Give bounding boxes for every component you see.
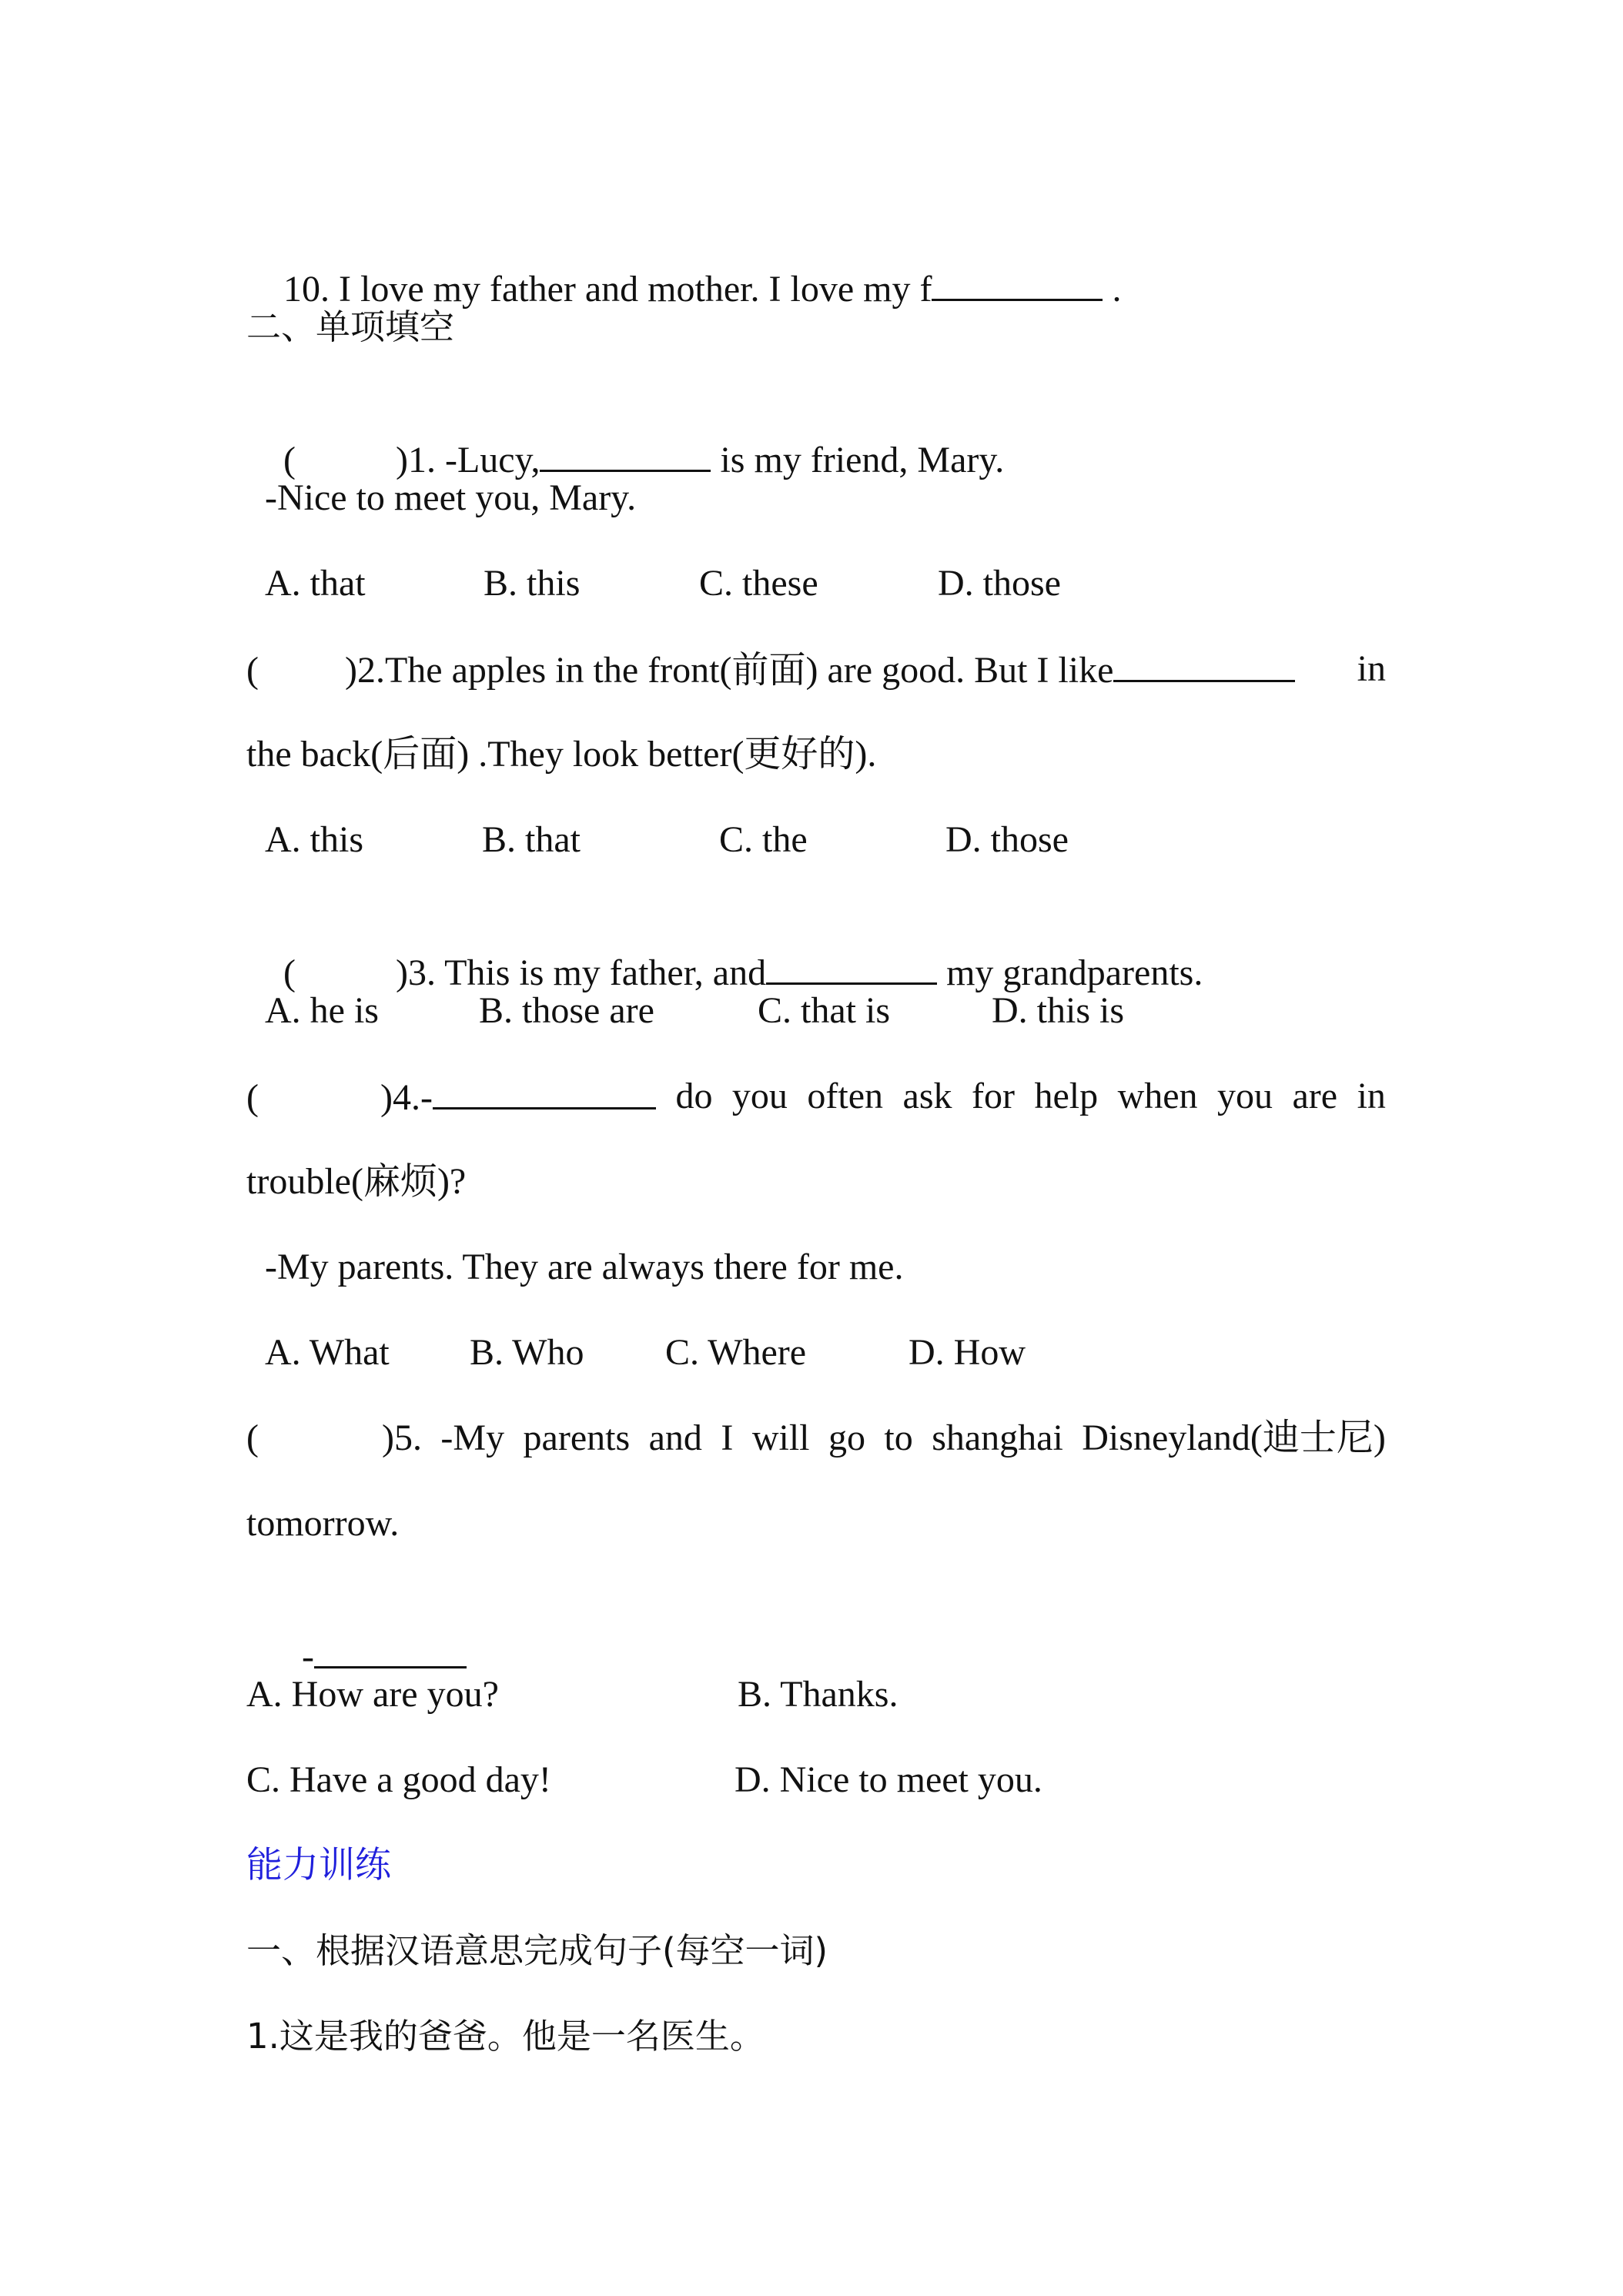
q1-option-c: C. these bbox=[699, 563, 818, 604]
q2-tail: in bbox=[1357, 648, 1386, 689]
q4-word: help bbox=[1034, 1076, 1099, 1116]
q4-text: )4.- bbox=[380, 1077, 433, 1118]
q4-blank bbox=[433, 1073, 656, 1110]
q4-word: for bbox=[971, 1076, 1015, 1116]
q4-option-b: B. Who bbox=[470, 1332, 584, 1373]
q4-open-paren: ( bbox=[246, 1077, 259, 1118]
q1-option-a: A. that bbox=[265, 563, 366, 604]
q5-word: and bbox=[648, 1417, 702, 1458]
q5-word: -My bbox=[440, 1417, 505, 1458]
section-1-title: 一、根据汉语意思完成句子(每空一词) bbox=[246, 1930, 828, 1971]
q5-word: shanghai bbox=[932, 1417, 1063, 1458]
q5-line-2: tomorrow. bbox=[246, 1503, 400, 1544]
q1-blank bbox=[540, 436, 711, 472]
q1-reply: -Nice to meet you, Mary. bbox=[265, 477, 637, 518]
q2-option-c: C. the bbox=[719, 819, 808, 860]
q4-word: are bbox=[1292, 1076, 1338, 1116]
q4-word: when bbox=[1117, 1076, 1198, 1116]
q4-word: often bbox=[807, 1076, 884, 1116]
q5-option-b: B. Thanks. bbox=[738, 1674, 899, 1715]
question-4 bbox=[246, 1073, 1386, 1121]
q5-word: go bbox=[828, 1417, 865, 1458]
q3-option-a: A. he is bbox=[265, 990, 379, 1031]
q3-open-paren: ( bbox=[283, 952, 296, 993]
q10-text: 10. I love my father and mother. I love my f bbox=[283, 269, 932, 310]
q4-option-d: D. How bbox=[909, 1332, 1026, 1373]
q5-text: )5. bbox=[381, 1417, 422, 1458]
q4-word: ask bbox=[902, 1076, 952, 1116]
q4-line-2: trouble(麻烦)? bbox=[246, 1161, 467, 1202]
q3-option-c: C. that is bbox=[758, 990, 891, 1031]
q2-option-a: A. this bbox=[265, 819, 364, 860]
q2-open-paren: ( bbox=[246, 650, 259, 691]
q5-reply-blank bbox=[314, 1632, 467, 1668]
q1-after: is my friend, Mary. bbox=[711, 440, 1005, 480]
q5-option-a: A. How are you? bbox=[246, 1674, 499, 1715]
q3-option-b: B. those are bbox=[479, 990, 654, 1031]
q3-after: my grandparents. bbox=[937, 952, 1203, 993]
q4-word: in bbox=[1357, 1076, 1386, 1116]
q2-text: )2.The apples in the front(前面) are good. But I like bbox=[344, 650, 1114, 691]
q5-word: parents bbox=[523, 1417, 631, 1458]
q4-reply: -My parents. They are always there for me. bbox=[265, 1247, 904, 1287]
question-5 bbox=[246, 1415, 1386, 1461]
q2-line-2: the back(后面) .They look better(更好的). bbox=[246, 734, 877, 775]
q5-word: will bbox=[751, 1417, 810, 1458]
q5-option-d: D. Nice to meet you. bbox=[735, 1759, 1042, 1800]
q5-option-c: C. Have a good day! bbox=[246, 1759, 551, 1800]
q2-option-b: B. that bbox=[482, 819, 581, 860]
q1-text: )1. -Lucy, bbox=[395, 440, 540, 480]
q1-open-paren: ( bbox=[283, 440, 296, 480]
q10-end: . bbox=[1103, 269, 1122, 310]
q4-option-a: A. What bbox=[265, 1332, 390, 1373]
section-2-title: 二、单项填空 bbox=[246, 306, 455, 347]
q2-option-d: D. those bbox=[945, 819, 1069, 860]
q10-blank bbox=[932, 265, 1103, 301]
ability-training-heading: 能力训练 bbox=[246, 1844, 391, 1886]
translation-item-1: 1.这是我的爸爸。他是一名医生。 bbox=[246, 2016, 765, 2057]
q5-word: I bbox=[721, 1417, 734, 1458]
q4-option-c: C. Where bbox=[665, 1332, 807, 1373]
q2-blank bbox=[1113, 646, 1295, 682]
q5-reply-dash: - bbox=[302, 1636, 314, 1677]
q4-word: you bbox=[1217, 1076, 1273, 1116]
q3-blank bbox=[766, 949, 937, 985]
q4-word: you bbox=[731, 1076, 788, 1116]
q1-option-b: B. this bbox=[484, 563, 581, 604]
q3-text: )3. This is my father, and bbox=[395, 952, 767, 993]
question-2 bbox=[246, 646, 1386, 694]
q4-word: do bbox=[675, 1076, 713, 1116]
q1-option-d: D. those bbox=[938, 563, 1061, 604]
q5-open-paren: ( bbox=[246, 1417, 259, 1458]
q5-word: to bbox=[884, 1417, 913, 1458]
q5-word: Disneyland(迪士尼) bbox=[1082, 1417, 1386, 1458]
q3-option-d: D. this is bbox=[992, 990, 1125, 1031]
